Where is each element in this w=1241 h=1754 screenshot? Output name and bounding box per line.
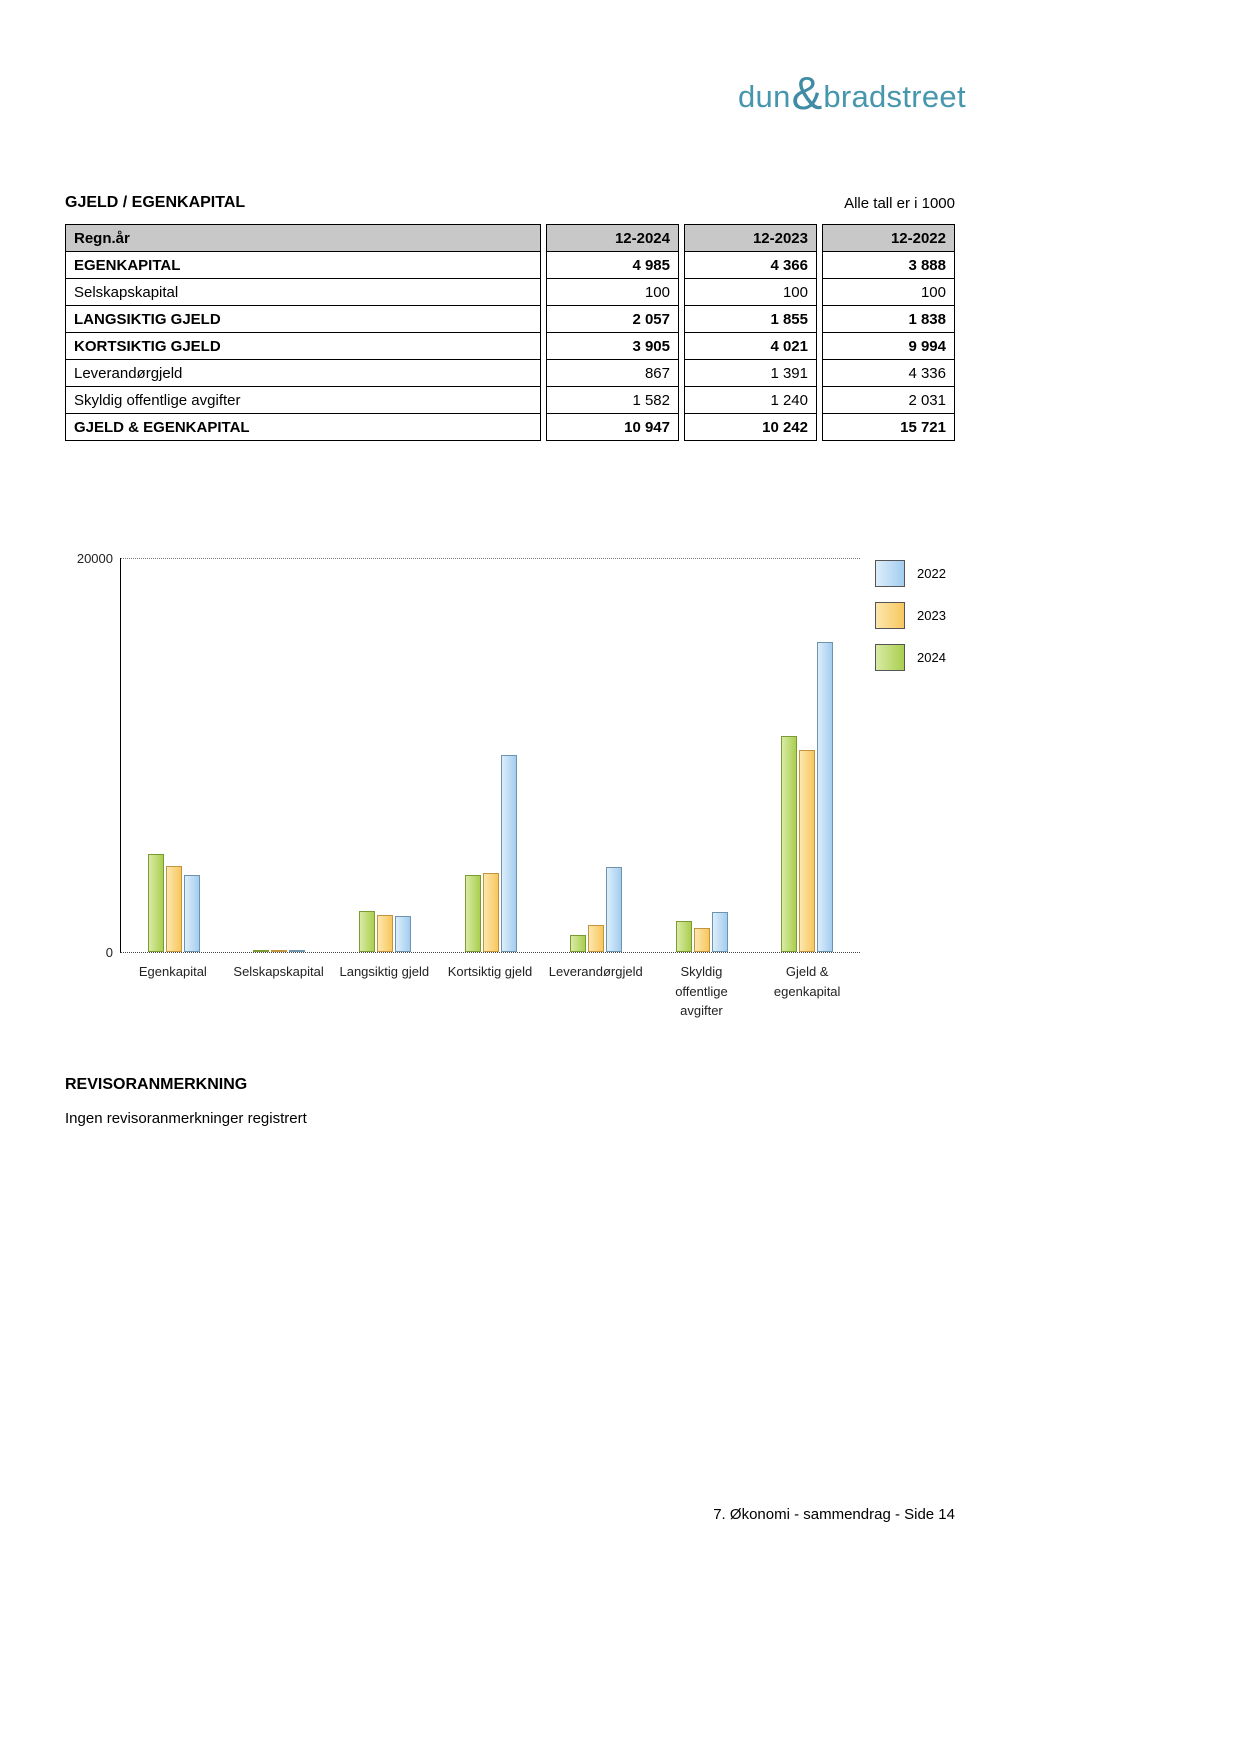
row-value: 10 242 [684,413,817,441]
x-axis-label: Selskapskapital [233,964,324,979]
auditor-text: Ingen revisoranmerkninger registrert [65,1110,307,1127]
bar-group [543,558,649,952]
bar-2024 [570,935,586,952]
bar-2023 [799,750,815,952]
bar-2024 [465,875,481,952]
y-axis-tick-zero: 0 [105,945,113,960]
row-value: 867 [546,359,679,387]
row-value: 3 905 [546,332,679,360]
x-axis-labels [120,962,860,1021]
legend-swatch-2022 [875,560,905,587]
row-value: 1 582 [546,386,679,414]
bar-2024 [253,950,269,952]
bar-group [121,558,227,952]
bar-2023 [377,915,393,952]
table-row [65,278,955,306]
row-value: 10 947 [546,413,679,441]
y-axis-tick-max: 20000 [76,551,113,566]
bar-group [332,558,438,952]
table-title: GJELD / EGENKAPITAL [65,194,246,211]
row-value: 100 [822,278,955,306]
x-axis-label: Leverandørgjeld [548,964,643,979]
row-label: LANGSIKTIG GJELD [65,305,541,333]
bar-2022 [501,755,517,952]
bar-2023 [588,925,604,952]
auditor-section [65,1076,307,1127]
bar-2022 [817,642,833,952]
table-row [65,413,955,441]
bar-2024 [781,736,797,952]
bar-2022 [606,867,622,952]
x-axis-label: Skyldig offentlige avgifter [675,964,728,1018]
x-axis-label: Egenkapital [138,964,207,979]
table-caption [65,194,955,212]
row-label: EGENKAPITAL [65,251,541,279]
legend-item-2022 [875,560,946,587]
row-value: 1 855 [684,305,817,333]
legend-label: 2024 [917,650,946,665]
column-header-label: Regn.år [65,224,541,252]
legend-label: 2022 [917,566,946,581]
row-value: 3 888 [822,251,955,279]
table-row [65,359,955,387]
x-axis-label: Kortsiktig gjeld [447,964,533,979]
financial-table [65,224,955,441]
logo-text-bradstreet: bradstreet [823,79,966,114]
row-value: 15 721 [822,413,955,441]
x-axis-label: Langsiktig gjeld [339,964,430,979]
row-label: GJELD & EGENKAPITAL [65,413,541,441]
bar-2024 [359,911,375,952]
row-value: 1 391 [684,359,817,387]
column-header-year: 12-2024 [546,224,679,252]
row-value: 4 336 [822,359,955,387]
row-value: 100 [684,278,817,306]
table-header-row [65,224,955,252]
column-header-year: 12-2022 [822,224,955,252]
row-value: 1 240 [684,386,817,414]
row-value: 4 366 [684,251,817,279]
table-unit-note: Alle tall er i 1000 [844,195,955,212]
table-row [65,386,955,414]
chart-plot-area [120,558,860,953]
bar-2024 [148,854,164,952]
table-row [65,332,955,360]
row-value: 100 [546,278,679,306]
bar-2022 [184,875,200,952]
bar-2022 [289,950,305,952]
chart-legend [875,560,946,671]
bar-2022 [712,912,728,952]
table-row [65,305,955,333]
bar-2023 [166,866,182,952]
row-value: 2 057 [546,305,679,333]
bar-group [227,558,333,952]
logo-text-dun: dun [738,79,791,114]
x-axis-label: Gjeld & egenkapital [773,964,841,999]
row-value: 1 838 [822,305,955,333]
row-label: Selskapskapital [65,278,541,306]
bar-2024 [676,921,692,952]
row-value: 2 031 [822,386,955,414]
row-label: Skyldig offentlige avgifter [65,386,541,414]
legend-swatch-2023 [875,602,905,629]
dnb-logo [738,67,966,124]
legend-item-2023 [875,602,946,629]
bar-2022 [395,916,411,952]
table-row [65,251,955,279]
logo-ampersand-icon: & [791,67,823,119]
legend-item-2024 [875,644,946,671]
row-label: Leverandørgjeld [65,359,541,387]
legend-swatch-2024 [875,644,905,671]
row-value: 4 021 [684,332,817,360]
bar-group [754,558,860,952]
column-header-year: 12-2023 [684,224,817,252]
legend-label: 2023 [917,608,946,623]
bar-2023 [271,950,287,952]
row-value: 4 985 [546,251,679,279]
bar-group [438,558,544,952]
bar-group [649,558,755,952]
bar-2023 [694,928,710,952]
bar-2023 [483,873,499,952]
row-value: 9 994 [822,332,955,360]
page-footer: 7. Økonomi - sammendrag - Side 14 [713,1506,955,1523]
auditor-heading: REVISORANMERKNING [65,1076,248,1093]
bar-chart [65,548,1175,1028]
row-label: KORTSIKTIG GJELD [65,332,541,360]
